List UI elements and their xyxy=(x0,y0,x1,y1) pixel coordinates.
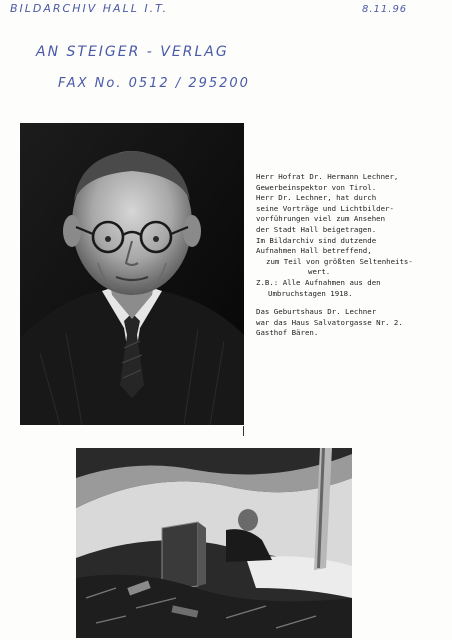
text-line: wert. xyxy=(308,267,331,277)
portrait-photo xyxy=(20,123,244,425)
handwritten-archive-header: BILDARCHIV HALL I.T. xyxy=(10,2,168,15)
text-line: der Stadt Hall beigetragen. xyxy=(256,224,377,234)
text-line: Gewerbeinspektor von Tirol. xyxy=(256,182,377,192)
outdoor-snow-photo xyxy=(76,448,352,638)
handwritten-recipient: AN STEIGER - VERLAG xyxy=(36,44,229,60)
text-line: Herr Dr. Lechner, hat durch xyxy=(256,193,377,203)
handwritten-fax-number: FAX No. 0512 / 295200 xyxy=(58,76,250,91)
outdoor-illustration xyxy=(76,448,352,638)
text-line: vorführungen viel zum Ansehen xyxy=(256,214,386,224)
text-line: Das Geburtshaus Dr. Lechner xyxy=(256,307,377,317)
text-line: Herr Hofrat Dr. Hermann Lechner, xyxy=(256,172,399,181)
text-line: Aufnahmen Hall betreffend, xyxy=(256,246,372,256)
text-line: Umbruchstagen 1918. xyxy=(268,288,353,298)
text-line: Im Bildarchiv sind dutzende xyxy=(256,235,377,245)
paragraph-gap xyxy=(256,299,446,307)
text-line: Gasthof Bären. xyxy=(256,328,319,338)
margin-mark xyxy=(243,426,244,436)
typed-biography-text xyxy=(256,172,446,339)
text-line: seine Vorträge und Lichtbilder- xyxy=(256,203,394,213)
handwritten-date: 8.11.96 xyxy=(362,4,408,15)
portrait-illustration xyxy=(20,123,244,425)
text-line: Z.B.: Alle Aufnahmen aus den xyxy=(256,277,381,287)
text-line: zum Teil von größten Seltenheits- xyxy=(266,256,413,266)
text-line: war das Haus Salvatorgasse Nr. 2. xyxy=(256,317,403,327)
